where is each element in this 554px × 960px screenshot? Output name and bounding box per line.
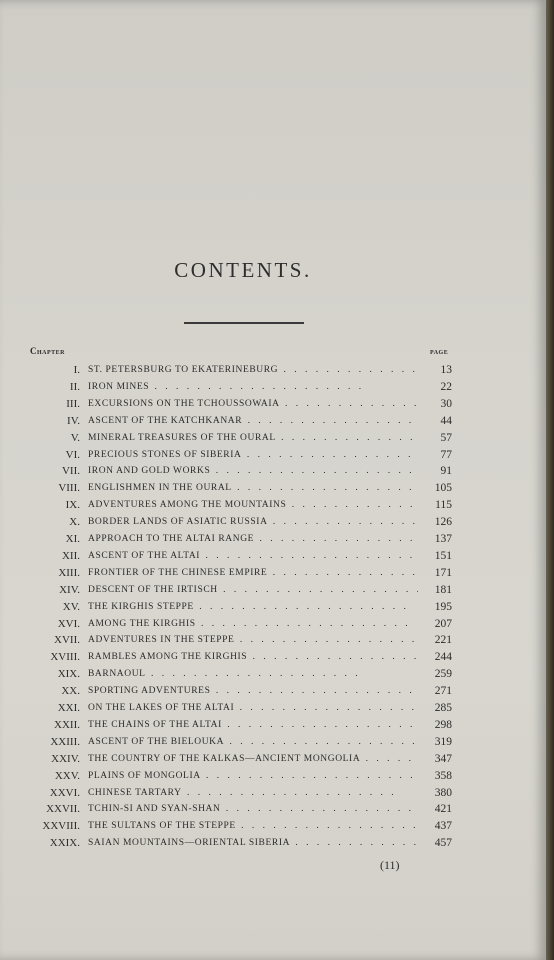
page-number: 271	[434, 685, 452, 698]
table-of-contents	[0, 364, 546, 864]
page-number: 57	[440, 431, 452, 444]
toc-row	[0, 364, 546, 380]
toc-row	[0, 482, 546, 498]
chapter-title: FRONTIER OF THE CHINESE EMPIRE . .	[88, 568, 418, 578]
chapter-number: XVIII.	[50, 651, 80, 664]
page-number: 91	[440, 465, 452, 478]
toc-row	[0, 449, 546, 465]
chapter-title: ADVENTURES IN THE STEPPE . .	[88, 635, 418, 645]
toc-row	[0, 685, 546, 701]
chapter-number: XIV.	[59, 583, 80, 596]
chapter-title: BARNAOUL . .	[88, 669, 418, 679]
page-number: 13	[440, 364, 452, 376]
chapter-number: XI.	[65, 533, 80, 545]
page-number: 137	[434, 533, 452, 545]
chapter-title: ASCENT OF THE KATCHKANAR . .	[88, 416, 418, 426]
chapter-title: MINERAL TREASURES OF THE OURAL . .	[88, 433, 418, 443]
book-spine-shadow	[546, 0, 554, 960]
chapter-number: VIII.	[58, 482, 80, 495]
toc-row	[0, 820, 546, 836]
chapter-number: IX.	[65, 499, 80, 512]
page-number: 298	[434, 718, 452, 731]
toc-row	[0, 601, 546, 617]
chapter-number: II.	[69, 380, 80, 393]
chapter-number: I.	[73, 364, 80, 376]
toc-row	[0, 499, 546, 515]
toc-row	[0, 567, 546, 583]
toc-row	[0, 584, 546, 600]
chapter-title: SAIAN MOUNTAINS—ORIENTAL SIBERIA . .	[88, 838, 418, 848]
chapter-title: ASCENT OF THE BIELOUKA . .	[88, 737, 418, 747]
chapter-number: XV.	[62, 600, 80, 613]
toc-row	[0, 381, 546, 397]
toc-row	[0, 432, 546, 448]
toc-row	[0, 753, 546, 769]
chapter-title: CHINESE TARTARY . .	[88, 788, 418, 798]
chapter-title: TCHIN-SI AND SYAN-SHAN . .	[88, 804, 418, 814]
page-number: 285	[434, 702, 452, 714]
chapter-number: XXVII.	[46, 803, 80, 816]
toc-row	[0, 702, 546, 718]
chapter-column-header: Chapter	[30, 346, 66, 356]
page-number: 44	[440, 414, 452, 427]
toc-row	[0, 634, 546, 650]
toc-row	[0, 668, 546, 684]
chapter-title: ASCENT OF THE ALTAI . .	[88, 551, 418, 561]
chapter-number: III.	[66, 397, 80, 410]
chapter-number: XXV.	[54, 769, 80, 782]
toc-row	[0, 719, 546, 735]
chapter-number: V.	[70, 431, 80, 444]
page-number: 457	[434, 837, 452, 850]
chapter-number: XXIX.	[49, 837, 80, 850]
chapter-title: THE KIRGHIS STEPPE . .	[88, 602, 418, 612]
chapter-title: APPROACH TO THE ALTAI RANGE . .	[88, 534, 418, 544]
chapter-title: IRON AND GOLD WORKS . .	[88, 466, 418, 476]
chapter-number: VII.	[61, 465, 80, 478]
chapter-number: XII.	[61, 549, 80, 562]
chapter-number: XXVI.	[49, 786, 80, 799]
chapter-title: ADVENTURES AMONG THE MOUNTAINS . .	[88, 500, 418, 510]
toc-row	[0, 415, 546, 431]
toc-row	[0, 516, 546, 532]
page-number: 207	[434, 617, 452, 630]
chapter-number: XIII.	[58, 566, 80, 579]
page-number: 358	[434, 769, 452, 782]
toc-row	[0, 398, 546, 414]
page-number: 347	[434, 752, 452, 765]
title-rule	[184, 322, 304, 324]
chapter-number: XVI.	[57, 617, 80, 630]
page-number: 421	[434, 803, 452, 816]
toc-row	[0, 837, 546, 853]
chapter-title: THE COUNTRY OF THE KALKAS—ANCIENT MONGOLIA . .	[88, 754, 418, 764]
page-number: 22	[440, 380, 452, 393]
chapter-number: XXI.	[57, 702, 80, 714]
chapter-title: AMONG THE KIRGHIS . .	[88, 619, 418, 629]
chapter-number: XVII.	[54, 634, 80, 647]
chapter-number: XXIII.	[50, 735, 80, 748]
toc-row	[0, 465, 546, 481]
page-number: 437	[434, 820, 452, 833]
toc-row	[0, 803, 546, 819]
chapter-title: PLAINS OF MONGOLIA . .	[88, 771, 418, 781]
chapter-title: ENGLISHMEN IN THE OURAL . .	[88, 483, 418, 493]
chapter-title: ST. PETERSBURG TO EKATERINEBURG . .	[88, 365, 418, 375]
chapter-number: XXIV.	[51, 752, 80, 765]
chapter-title: DESCENT OF THE IRTISCH . .	[88, 585, 418, 595]
page-number: 30	[440, 397, 452, 410]
page-number: 151	[434, 549, 452, 562]
chapter-title: RAMBLES AMONG THE KIRGHIS . .	[88, 652, 418, 662]
page-title: CONTENTS.	[174, 258, 312, 282]
chapter-title: SPORTING ADVENTURES . .	[88, 686, 418, 696]
chapter-number: X.	[69, 516, 80, 529]
page-number: 244	[434, 651, 452, 664]
chapter-number: XXVIII.	[42, 820, 80, 833]
toc-row	[0, 736, 546, 752]
toc-row	[0, 770, 546, 786]
page-column-header: page	[430, 346, 449, 356]
toc-row	[0, 550, 546, 566]
page-number: 105	[434, 482, 452, 495]
chapter-title: THE CHAINS OF THE ALTAI . .	[88, 720, 418, 730]
toc-row	[0, 651, 546, 667]
page-number: 259	[434, 668, 452, 681]
chapter-title: THE SULTANS OF THE STEPPE . .	[88, 821, 418, 831]
page-number: 115	[435, 499, 452, 512]
chapter-title: PRECIOUS STONES OF SIBERIA . .	[88, 450, 418, 460]
chapter-title: ON THE LAKES OF THE ALTAI . .	[88, 703, 418, 713]
page-number: 380	[434, 786, 452, 799]
chapter-number: VI.	[65, 448, 80, 461]
page-number: 181	[434, 583, 452, 596]
toc-row	[0, 618, 546, 634]
page-number: 195	[434, 600, 452, 613]
page-folio: (11)	[380, 858, 400, 872]
page-number: 319	[434, 735, 452, 748]
page-number: 77	[440, 448, 452, 461]
page-number: 126	[434, 516, 452, 529]
chapter-number: XXII.	[54, 718, 80, 731]
chapter-number: XX.	[61, 685, 80, 698]
chapter-title: IRON MINES . .	[88, 382, 418, 392]
page-number: 221	[434, 634, 452, 647]
chapter-number: XIX.	[57, 668, 80, 681]
toc-row	[0, 787, 546, 803]
chapter-title: BORDER LANDS OF ASIATIC RUSSIA . .	[88, 517, 418, 527]
chapter-number: IV.	[67, 414, 80, 427]
toc-row	[0, 533, 546, 549]
page-number: 171	[434, 566, 452, 579]
chapter-title: EXCURSIONS ON THE TCHOUSSOWAIA . .	[88, 399, 418, 409]
